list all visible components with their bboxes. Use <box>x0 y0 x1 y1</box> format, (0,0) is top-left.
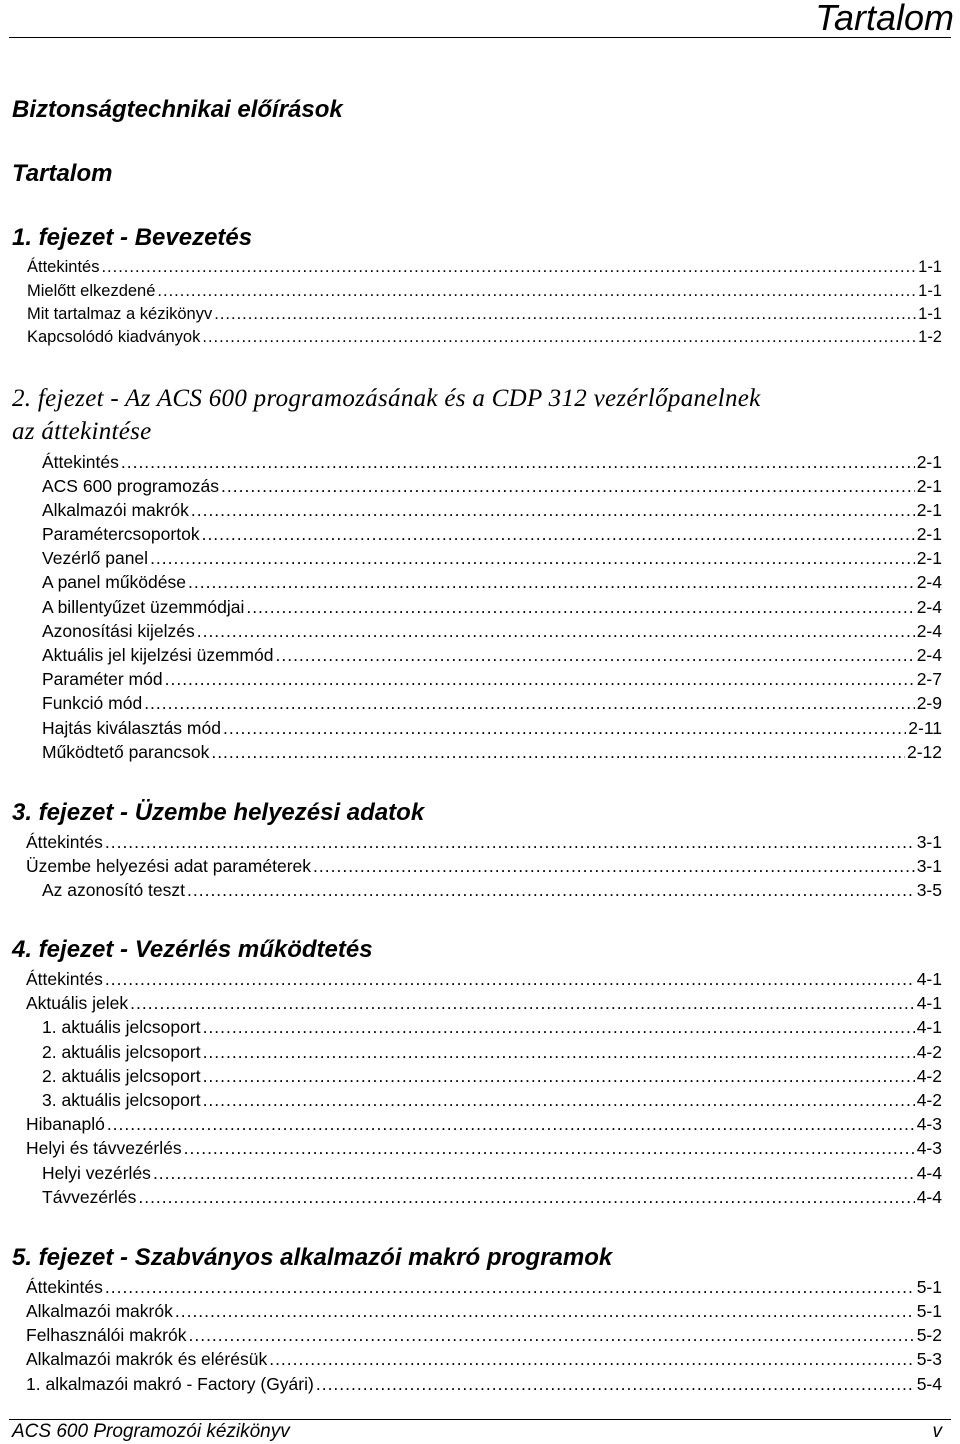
toc-entry-label: Aktuális jel kijelzési üzemmód <box>42 645 274 665</box>
toc-entry-page: 4-1 <box>916 1017 942 1037</box>
toc-entry[interactable] <box>42 474 942 498</box>
dot-leader <box>191 498 915 522</box>
toc-entry-page: 2-1 <box>916 500 942 520</box>
toc-entry-label: 3. aktuális jelcsoport <box>42 1090 201 1110</box>
toc-entry[interactable] <box>42 570 942 594</box>
toc-entry-label: Mit tartalmaz a kézikönyv <box>27 305 213 323</box>
toc-entry-label: 1. aktuális jelcsoport <box>42 1017 201 1037</box>
chapter-2-heading-line-2: az áttekintése <box>12 418 152 445</box>
toc-entry-page: 2-9 <box>916 693 942 713</box>
dot-leader <box>316 1372 915 1396</box>
toc-entry-label: 2. aktuális jelcsoport <box>42 1042 201 1062</box>
toc-entry-page: 2-1 <box>916 476 942 496</box>
dot-leader <box>157 279 916 303</box>
dot-leader <box>203 1015 915 1039</box>
toc-entry-page: 4-1 <box>916 969 942 989</box>
toc-entry-label: Felhasználói makrók <box>26 1325 187 1345</box>
toc-entry-page: 2-4 <box>916 572 942 592</box>
dot-leader <box>269 1347 915 1371</box>
dot-leader <box>105 967 915 991</box>
footer-manual-title: ACS 600 Programozói kézikönyv <box>12 1421 290 1442</box>
toc-entry[interactable] <box>42 619 942 643</box>
toc-entry[interactable] <box>42 1015 942 1039</box>
toc-entry-label: A panel működése <box>42 572 186 592</box>
dot-leader <box>203 1040 915 1064</box>
toc-entry-label: Helyi vezérlés <box>42 1163 151 1183</box>
toc-entry-page: 2-1 <box>916 524 942 544</box>
chapter-3-heading: 3. fejezet - Üzembe helyezési adatok <box>12 799 425 826</box>
toc-entry-label: Paraméter mód <box>42 669 163 689</box>
toc-entry-label: Működtető parancsok <box>42 742 210 762</box>
toc-entry[interactable] <box>26 1299 942 1323</box>
toc-entry-label: Mielőtt elkezdené <box>27 282 156 300</box>
dot-leader <box>214 302 916 326</box>
toc-entry[interactable] <box>42 643 942 667</box>
footer-page-number: v <box>932 1421 942 1442</box>
chapter-1-heading: 1. fejezet - Bevezetés <box>12 224 253 251</box>
dot-leader <box>130 991 915 1015</box>
toc-entry-page: 1-1 <box>918 258 942 276</box>
toc-entry-page: 3-1 <box>916 856 942 876</box>
toc-entry-label: Hajtás kiválasztás mód <box>42 718 221 738</box>
toc-entry-page: 5-1 <box>916 1301 942 1321</box>
toc-entry-page: 2-12 <box>906 742 942 762</box>
dot-leader <box>165 667 915 691</box>
chapter-2-heading-line-1: 2. fejezet - Az ACS 600 programozásának és a CDP 312 vezérlőpanelnek <box>12 385 761 412</box>
dot-leader <box>101 255 916 279</box>
dot-leader <box>144 691 915 715</box>
dot-leader <box>313 854 915 878</box>
toc-entry[interactable] <box>42 1088 942 1112</box>
toc-entry[interactable] <box>42 1064 942 1088</box>
toc-entry-label: A billentyűzet üzemmódjai <box>42 597 245 617</box>
toc-entry-label: 2. aktuális jelcsoport <box>42 1066 201 1086</box>
dot-leader <box>105 1275 915 1299</box>
toc-entry[interactable] <box>42 691 942 715</box>
dot-leader <box>203 1088 915 1112</box>
toc-entry[interactable] <box>42 595 942 619</box>
toc-entry-page: 2-7 <box>916 669 942 689</box>
dot-leader <box>203 1064 915 1088</box>
chapter-5-heading: 5. fejezet - Szabványos alkalmazói makró programok <box>12 1244 613 1271</box>
toc-entry-label: Funkció mód <box>42 693 143 713</box>
toc-entry-page: 3-5 <box>916 880 942 900</box>
toc-entry[interactable] <box>27 325 942 349</box>
toc-entry-page: 2-4 <box>916 621 942 641</box>
chapter-4-heading: 4. fejezet - Vezérlés működtetés <box>12 936 373 963</box>
toc-entry[interactable] <box>26 1275 942 1299</box>
toc-entry[interactable] <box>42 522 942 546</box>
toc-entry[interactable] <box>27 279 942 303</box>
dot-leader <box>187 878 915 902</box>
toc-entry[interactable] <box>26 967 942 991</box>
toc-entry-page: 2-1 <box>916 548 942 568</box>
dot-leader <box>246 595 914 619</box>
section-heading-contents: Tartalom <box>12 160 113 187</box>
toc-entry-page: 5-1 <box>916 1277 942 1297</box>
dot-leader <box>197 619 915 643</box>
toc-entry-label: Alkalmazói makrók <box>42 500 189 520</box>
toc-entry-label: Üzembe helyezési adat paraméterek <box>26 856 312 876</box>
toc-entry[interactable] <box>42 1040 942 1064</box>
toc-entry[interactable] <box>26 1136 942 1160</box>
dot-leader <box>202 325 916 349</box>
toc-entry-label: Az azonosító teszt <box>42 880 185 900</box>
toc-entry[interactable] <box>26 1323 942 1347</box>
toc-entry-label: Áttekintés <box>26 832 103 852</box>
toc-entry-page: 4-3 <box>916 1138 942 1158</box>
dot-leader <box>202 522 915 546</box>
toc-entry-page: 4-2 <box>916 1066 942 1086</box>
toc-entry-label: 1. alkalmazói makró - Factory (Gyári) <box>26 1374 314 1394</box>
toc-entry-label: Paramétercsoportok <box>42 524 200 544</box>
toc-entry-label: Áttekintés <box>26 1277 103 1297</box>
toc-entry-page: 2-4 <box>916 645 942 665</box>
dot-leader <box>184 1136 915 1160</box>
toc-entry[interactable] <box>26 1112 942 1136</box>
toc-entry-label: Hibanapló <box>26 1114 105 1134</box>
toc-entry[interactable] <box>42 667 942 691</box>
toc-entry-label: Helyi és távvezérlés <box>26 1138 182 1158</box>
toc-entry[interactable] <box>42 740 942 764</box>
toc-entry[interactable] <box>42 450 942 474</box>
section-heading-safety: Biztonságtechnikai előírások <box>12 96 343 123</box>
toc-entry-page: 4-3 <box>916 1114 942 1134</box>
toc-entry[interactable] <box>26 830 942 854</box>
toc-entry[interactable] <box>27 302 942 326</box>
toc-entry[interactable] <box>42 498 942 522</box>
toc-entry[interactable] <box>26 1347 942 1371</box>
toc-entry-label: Alkalmazói makrók és elérésük <box>26 1349 268 1369</box>
toc-entry-page: 4-2 <box>916 1042 942 1062</box>
header-rule <box>9 37 951 38</box>
toc-entry-label: Azonosítási kijelzés <box>42 621 195 641</box>
toc-entry-label: Alkalmazói makrók <box>26 1301 173 1321</box>
footer-rule <box>9 1419 951 1420</box>
dot-leader <box>188 570 915 594</box>
dot-leader <box>121 450 915 474</box>
toc-entry[interactable] <box>42 878 942 902</box>
toc-entry[interactable] <box>27 255 942 279</box>
toc-entry-page: 3-1 <box>916 832 942 852</box>
toc-entry[interactable] <box>26 1372 942 1396</box>
dot-leader <box>223 716 906 740</box>
page-header-title: Tartalom <box>815 0 954 38</box>
toc-entry-page: 2-4 <box>916 597 942 617</box>
toc-entry-label: Kapcsolódó kiadványok <box>27 328 201 346</box>
toc-entry[interactable] <box>26 854 942 878</box>
toc-entry-page: 4-1 <box>916 993 942 1013</box>
toc-entry[interactable] <box>42 1161 942 1185</box>
toc-entry-label: Távvezérlés <box>42 1187 137 1207</box>
toc-entry-page: 1-2 <box>918 328 942 346</box>
toc-entry-page: 1-1 <box>918 305 942 323</box>
dot-leader <box>211 740 905 764</box>
toc-entry-label: Vezérlő panel <box>42 548 149 568</box>
toc-entry-page: 5-2 <box>916 1325 942 1345</box>
toc-entry-page: 2-11 <box>908 718 942 738</box>
dot-leader <box>188 1323 914 1347</box>
toc-entry-label: ACS 600 programozás <box>42 476 220 496</box>
toc-entry-label: Áttekintés <box>27 258 100 276</box>
dot-leader <box>221 474 915 498</box>
toc-entry-label: Aktuális jelek <box>26 993 129 1013</box>
toc-entry-page: 4-2 <box>916 1090 942 1110</box>
dot-leader <box>150 546 915 570</box>
toc-entry-page: 5-4 <box>916 1374 942 1394</box>
dot-leader <box>105 830 915 854</box>
toc-entry[interactable] <box>42 546 942 570</box>
toc-entry-page: 2-1 <box>916 452 942 472</box>
toc-entry[interactable] <box>26 991 942 1015</box>
dot-leader <box>275 643 914 667</box>
toc-entry[interactable] <box>42 1185 942 1209</box>
toc-entry-page: 4-4 <box>916 1163 942 1183</box>
dot-leader <box>107 1112 915 1136</box>
toc-entry-label: Áttekintés <box>42 452 119 472</box>
toc-entry[interactable] <box>42 716 942 740</box>
toc-entry-page: 4-4 <box>916 1187 942 1207</box>
toc-entry-label: Áttekintés <box>26 969 103 989</box>
dot-leader <box>153 1161 915 1185</box>
toc-entry-page: 1-1 <box>918 282 942 300</box>
toc-entry-page: 5-3 <box>916 1349 942 1369</box>
dot-leader <box>175 1299 915 1323</box>
dot-leader <box>138 1185 914 1209</box>
